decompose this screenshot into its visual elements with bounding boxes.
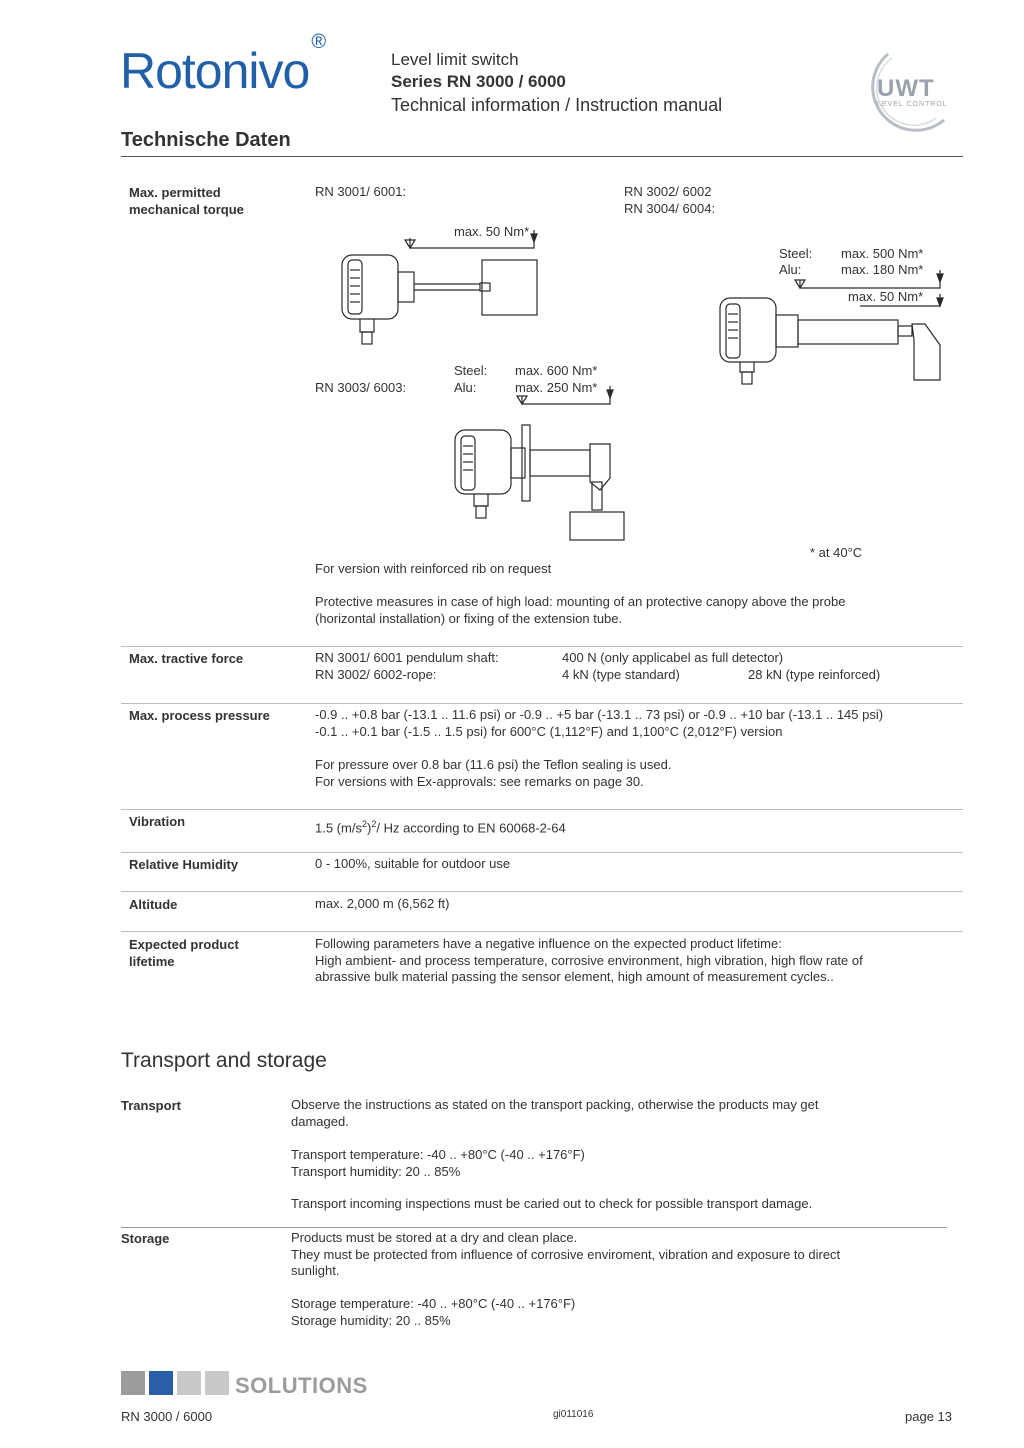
pressure-text-1: -0.9 .. +0.8 bar (-13.1 .. 11.6 psi) or -0.9 .. +5 bar (-13.1 .. 73 psi) or -0.9 .. +10 bar (-13.1 .. 145 psi) -0.1 .. +0.1 bar (-1.5 .. 1.5 psi) for 600°C (1,112°F) and 1,100°C (2,012°F) version: [315, 707, 884, 739]
altitude-text: max. 2,000 m (6,562 ft): [315, 896, 450, 911]
section-title: Technische Daten: [121, 129, 291, 151]
humidity-label: Relative Humidity: [129, 857, 239, 872]
torque-right-steel-label: Steel:: [779, 246, 813, 261]
device-rn3002-drawing: [720, 270, 943, 384]
torque-footnote: * at 40°C: [810, 545, 863, 560]
vibration-post: / Hz according to EN 60068-2-64: [376, 820, 566, 836]
altitude-label: Altitude: [129, 897, 178, 912]
vibration-mid: ): [366, 820, 372, 836]
torque-drawings: [300, 220, 980, 550]
logo-square-light-2: [205, 1371, 229, 1395]
torque-left-value: max. 50 Nm*: [454, 224, 530, 239]
storage-paragraph-2: Storage temperature: -40 .. +80°C (-40 .. +176°F) Storage humidity: 20 .. 85%: [291, 1296, 576, 1328]
tractive-model-2: RN 3002/ 6002-rope:: [315, 667, 437, 682]
torque-right-steel-value: max. 500 Nm*: [841, 246, 924, 261]
torque-right-model-2: RN 3004/ 6004:: [624, 201, 716, 216]
tractive-model-1: RN 3001/ 6001 pendulum shaft:: [315, 650, 499, 665]
torque-note-2: Protective measures in case of high load: mounting of an protective canopy above the probe (horizontal installation) or fixing of the extension tube.: [315, 594, 846, 626]
footer-doc: RN 3000 / 6000: [121, 1409, 213, 1424]
header-line-2: Series RN 3000 / 6000: [391, 72, 566, 91]
torque-right-model-1: RN 3002/ 6002: [624, 184, 712, 199]
transport-label: Transport: [121, 1098, 181, 1113]
row-divider: [121, 703, 963, 704]
footer-page: page 13: [905, 1409, 952, 1424]
torque-right-tip-value: max. 50 Nm*: [848, 289, 924, 304]
torque-bottom-alu-value: max. 250 Nm*: [515, 380, 598, 395]
logo-square-light-1: [177, 1371, 201, 1395]
pressure-label: Max. process pressure: [129, 708, 270, 723]
transport-storage-title: Transport and storage: [121, 1049, 327, 1072]
logo-text: UWT: [877, 75, 935, 102]
vibration-sup-1: 2: [361, 819, 367, 829]
torque-left-model: RN 3001/ 6001:: [315, 184, 407, 199]
storage-paragraph-1: Products must be stored at a dry and clean place. They must be protected from influence of corrosive enviroment, vibration and exposure to direct sunlight.: [291, 1230, 841, 1278]
registered-mark: ®: [311, 31, 326, 54]
humidity-text: 0 - 100%, suitable for outdoor use: [315, 856, 511, 871]
row-divider: [121, 931, 963, 932]
torque-note-1: For version with reinforced rib on request: [315, 561, 552, 576]
vibration-pre: 1.5 (m/s: [315, 820, 362, 836]
row-divider: [121, 1227, 947, 1228]
torque-label: Max. permitted mechanical torque: [129, 185, 244, 217]
torque-right-alu-label: Alu:: [779, 262, 802, 277]
pressure-text-2: For pressure over 0.8 bar (11.6 psi) the Teflon sealing is used. For versions with Ex-approvals: see remarks on page 30.: [315, 757, 672, 789]
transport-paragraph-1: Observe the instructions as stated on the transport packing, otherwise the products may get damaged.: [291, 1097, 819, 1129]
storage-label: Storage: [121, 1231, 170, 1246]
tractive-value-2: 4 kN (type standard): [562, 667, 680, 682]
lifetime-label: Expected product lifetime: [129, 937, 239, 969]
tractive-value-2b: 28 kN (type reinforced): [748, 667, 881, 682]
vibration-text: [315, 816, 566, 837]
tractive-value-1: 400 N (only applicabel as full detector): [562, 650, 784, 665]
brand-text: Rotonivo: [120, 43, 310, 99]
vibration-label: Vibration: [129, 814, 186, 829]
logo-subtext: LEVEL CONTROL: [877, 101, 948, 108]
row-divider: [121, 809, 963, 810]
logo-square-blue: [149, 1371, 173, 1395]
uwt-logo: [848, 50, 964, 134]
solutions-logo: [121, 1371, 451, 1399]
header-line-3: Technical information / Instruction manual: [391, 95, 723, 115]
transport-paragraph-2: Transport temperature: -40 .. +80°C (-40 .. +176°F) Transport humidity: 20 .. 85%: [291, 1147, 585, 1179]
torque-bottom-model: RN 3003/ 6003:: [315, 380, 407, 395]
header-divider: [121, 156, 963, 157]
torque-bottom-alu-label: Alu:: [454, 380, 477, 395]
row-divider: [121, 852, 963, 853]
transport-paragraph-3: Transport incoming inspections must be caried out to check for possible transport damage.: [291, 1196, 813, 1211]
footer-code: gi011016: [553, 1409, 594, 1420]
uwt-logo-icon: [848, 50, 964, 134]
device-rn3003-drawing: [455, 386, 624, 540]
torque-right-alu-value: max. 180 Nm*: [841, 262, 924, 277]
row-divider: [121, 891, 963, 892]
lifetime-text: Following parameters have a negative influence on the expected product lifetime: High ambient- and process temperature, corrosive environment, high vibration, high flow rate of abrassive bulk material passing the sensor element, high amount of measurement cycles..: [315, 936, 863, 984]
tractive-label: Max. tractive force: [129, 651, 244, 666]
logo-square-grey: [121, 1371, 145, 1395]
torque-bottom-steel-value: max. 600 Nm*: [515, 363, 598, 378]
brand-name: [120, 31, 326, 99]
vibration-sup-2: 2: [371, 819, 377, 829]
torque-bottom-steel-label: Steel:: [454, 363, 488, 378]
row-divider: [121, 646, 963, 647]
header-line-1: Level limit switch: [391, 50, 519, 69]
solutions-text: SOLUTIONS: [235, 1373, 368, 1398]
device-rn3001-drawing: [342, 230, 537, 344]
